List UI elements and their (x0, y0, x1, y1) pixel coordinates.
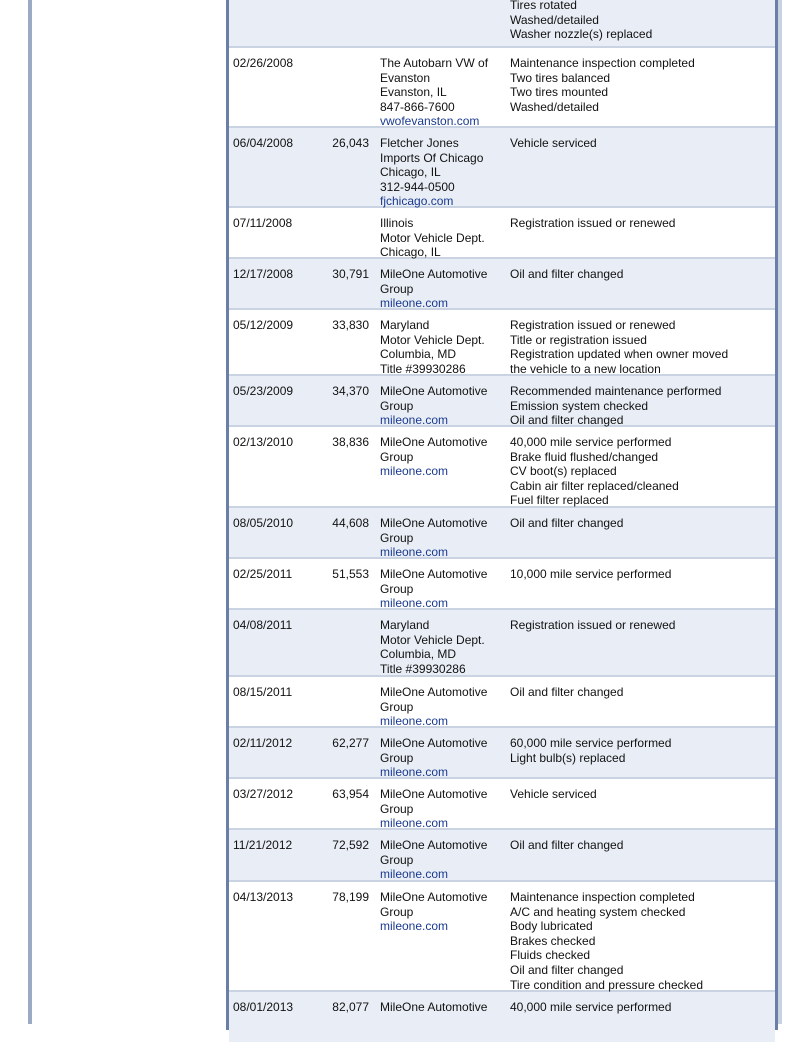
record-date: 05/23/2009 (233, 384, 294, 398)
source-line: Evanston (380, 70, 431, 85)
detail-line: Body lubricated (510, 919, 593, 934)
record-date: 04/13/2013 (233, 890, 294, 904)
detail-line: 60,000 mile service performed (510, 736, 672, 750)
record-source (380, 516, 504, 560)
record-date: 05/12/2009 (233, 318, 294, 332)
source-website-link[interactable]: mileone.com (380, 714, 449, 729)
record-date: 08/01/2013 (233, 1000, 294, 1014)
record-date: 08/05/2010 (233, 516, 294, 530)
record-mileage: 72,592 (332, 838, 369, 852)
record-source (380, 618, 504, 676)
source-line: The Autobarn VW of (380, 56, 489, 70)
source-line: Imports Of Chicago (380, 150, 484, 165)
detail-line: Fuel filter replaced (510, 493, 609, 508)
detail-line: Title or registration issued (510, 332, 647, 347)
source-line: Group (380, 699, 414, 714)
record-details (510, 736, 770, 765)
record-mileage: 26,043 (332, 136, 369, 150)
source-line: Chicago, IL (380, 165, 441, 180)
source-line: Motor Vehicle Dept. (380, 332, 485, 347)
detail-line: Maintenance inspection completed (510, 56, 695, 70)
source-line: MileOne Automotive (380, 838, 488, 852)
source-website-link[interactable]: mileone.com (380, 464, 449, 479)
source-line: Title #39930286 (380, 661, 466, 676)
source-website-link[interactable]: vwofevanston.com (380, 114, 480, 129)
record-date: 02/13/2010 (233, 435, 294, 449)
source-website-link[interactable]: mileone.com (380, 816, 449, 831)
record-date: 04/08/2011 (233, 618, 293, 632)
detail-line: 40,000 mile service performed (510, 1000, 672, 1014)
table-row (229, 882, 775, 992)
table-row (229, 310, 775, 376)
detail-line: Fluids checked (510, 948, 591, 963)
table-row (229, 830, 775, 882)
source-website-link[interactable]: mileone.com (380, 765, 449, 780)
record-date: 08/15/2011 (233, 685, 293, 699)
record-mileage: 51,553 (332, 567, 369, 581)
detail-line: 10,000 mile service performed (510, 567, 672, 581)
source-line: MileOne Automotive (380, 685, 488, 699)
source-line: Motor Vehicle Dept. (380, 230, 485, 245)
source-line: Group (380, 750, 414, 765)
record-source (380, 1000, 504, 1015)
source-website-link[interactable]: mileone.com (380, 413, 449, 428)
detail-line: A/C and heating system checked (510, 904, 686, 919)
service-history-table (226, 0, 778, 1030)
detail-line: Two tires balanced (510, 70, 611, 85)
detail-line: 40,000 mile service performed (510, 435, 672, 449)
source-line: Evanston, IL (380, 85, 447, 100)
table-row (229, 677, 775, 728)
table-row (229, 208, 775, 259)
detail-line: Recommended maintenance performed (510, 384, 722, 398)
table-row (229, 992, 775, 1042)
record-date: 02/11/2012 (233, 736, 293, 750)
table-row (229, 427, 775, 508)
record-date: 02/26/2008 (233, 56, 294, 70)
detail-line: Oil and filter changed (510, 413, 624, 428)
record-details (510, 136, 770, 151)
detail-line: Washed/detailed (510, 99, 599, 114)
table-row (229, 779, 775, 830)
detail-line: Washer nozzle(s) replaced (510, 27, 653, 42)
record-details (510, 516, 770, 531)
detail-line: Registration issued or renewed (510, 618, 676, 632)
source-line: Group (380, 398, 414, 413)
record-mileage: 38,836 (332, 435, 369, 449)
table-row (229, 610, 775, 677)
record-mileage: 44,608 (332, 516, 369, 530)
record-source (380, 787, 504, 831)
detail-line: the vehicle to a new location (510, 361, 661, 376)
table-row (229, 508, 775, 559)
detail-line: Brakes checked (510, 933, 596, 948)
source-line: 847-866-7600 (380, 99, 455, 114)
detail-line: Registration issued or renewed (510, 318, 676, 332)
record-date: 02/25/2011 (233, 567, 293, 581)
source-line: Group (380, 852, 414, 867)
source-line: Illinois (380, 216, 414, 230)
record-date: 07/11/2008 (233, 216, 293, 230)
record-details (510, 567, 770, 582)
record-date: 11/21/2012 (233, 838, 293, 852)
source-website-link[interactable]: mileone.com (380, 545, 449, 560)
record-source (380, 736, 504, 780)
detail-line: Two tires mounted (510, 85, 609, 100)
table-row (229, 559, 775, 610)
record-mileage: 78,199 (332, 890, 369, 904)
source-line: MileOne Automotive (380, 567, 488, 581)
record-details (510, 685, 770, 700)
source-line: Group (380, 281, 414, 296)
record-source (380, 216, 504, 260)
record-source (380, 318, 504, 376)
table-row (229, 376, 775, 427)
source-line: Title #39930286 (380, 361, 466, 376)
source-line: Group (380, 530, 414, 545)
record-details (510, 216, 770, 231)
record-source (380, 384, 504, 428)
record-source (380, 136, 504, 209)
table-row (229, 728, 775, 779)
source-line: Chicago, IL (380, 245, 441, 260)
detail-line: Emission system checked (510, 398, 649, 413)
source-line: Group (380, 801, 414, 816)
source-line: MileOne Automotive (380, 267, 488, 281)
record-date: 06/04/2008 (233, 136, 294, 150)
record-details (510, 838, 770, 853)
source-line: Group (380, 449, 414, 464)
source-line: MileOne Automotive (380, 736, 488, 750)
source-line: Maryland (380, 618, 430, 632)
source-line: MileOne Automotive (380, 787, 488, 801)
detail-line: Washed/detailed (510, 12, 599, 27)
record-mileage: 62,277 (332, 736, 369, 750)
record-source (380, 838, 504, 882)
detail-line: Brake fluid flushed/changed (510, 449, 659, 464)
record-details (510, 435, 770, 508)
source-website-link[interactable]: mileone.com (380, 296, 449, 311)
source-line: Group (380, 904, 414, 919)
source-line: Maryland (380, 318, 430, 332)
record-details (510, 384, 770, 428)
source-line: Group (380, 581, 414, 596)
record-details (510, 618, 770, 633)
record-mileage: 34,370 (332, 384, 369, 398)
detail-line: Maintenance inspection completed (510, 890, 695, 904)
record-mileage: 33,830 (332, 318, 369, 332)
left-page-border (28, 0, 32, 1024)
detail-line: Oil and filter changed (510, 962, 624, 977)
table-row (229, 0, 775, 48)
source-line: Fletcher Jones (380, 136, 459, 150)
detail-line: Oil and filter changed (510, 516, 624, 530)
record-date: 12/17/2008 (233, 267, 294, 281)
record-details (510, 267, 770, 282)
detail-line: Light bulb(s) replaced (510, 750, 626, 765)
record-source (380, 435, 504, 479)
detail-line: Vehicle serviced (510, 136, 597, 150)
source-line: MileOne Automotive (380, 1000, 488, 1014)
record-details (510, 890, 770, 992)
record-source (380, 685, 504, 729)
record-details (510, 318, 770, 376)
source-website-link[interactable]: mileone.com (380, 596, 449, 611)
table-row (229, 259, 775, 310)
record-source (380, 267, 504, 311)
record-mileage: 30,791 (332, 267, 369, 281)
record-date: 03/27/2012 (233, 787, 294, 801)
table-row (229, 48, 775, 128)
detail-line: Vehicle serviced (510, 787, 597, 801)
record-source (380, 56, 504, 129)
record-source (380, 567, 504, 611)
detail-line: Cabin air filter replaced/cleaned (510, 478, 679, 493)
detail-line: Tires rotated (510, 0, 577, 12)
detail-line: Oil and filter changed (510, 267, 624, 281)
detail-line: Oil and filter changed (510, 685, 624, 699)
source-line: Motor Vehicle Dept. (380, 632, 485, 647)
detail-line: Registration issued or renewed (510, 216, 676, 230)
source-line: 312-944-0500 (380, 179, 455, 194)
source-line: Columbia, MD (380, 347, 457, 362)
detail-line: CV boot(s) replaced (510, 464, 617, 479)
source-line: MileOne Automotive (380, 516, 488, 530)
source-line: MileOne Automotive (380, 384, 488, 398)
source-line: MileOne Automotive (380, 890, 488, 904)
record-details (510, 56, 770, 114)
record-details (510, 787, 770, 802)
record-mileage: 63,954 (332, 787, 369, 801)
source-line: Columbia, MD (380, 647, 457, 662)
source-website-link[interactable]: mileone.com (380, 867, 449, 882)
record-details (510, 1000, 770, 1015)
detail-line: Registration updated when owner moved (510, 347, 729, 362)
record-source (380, 890, 504, 934)
record-details (510, 0, 770, 42)
source-website-link[interactable]: mileone.com (380, 919, 449, 934)
record-mileage: 82,077 (332, 1000, 369, 1014)
detail-line: Oil and filter changed (510, 838, 624, 852)
detail-line: Tire condition and pressure checked (510, 977, 703, 992)
table-row (229, 128, 775, 208)
source-line: MileOne Automotive (380, 435, 488, 449)
source-website-link[interactable]: fjchicago.com (380, 194, 454, 209)
